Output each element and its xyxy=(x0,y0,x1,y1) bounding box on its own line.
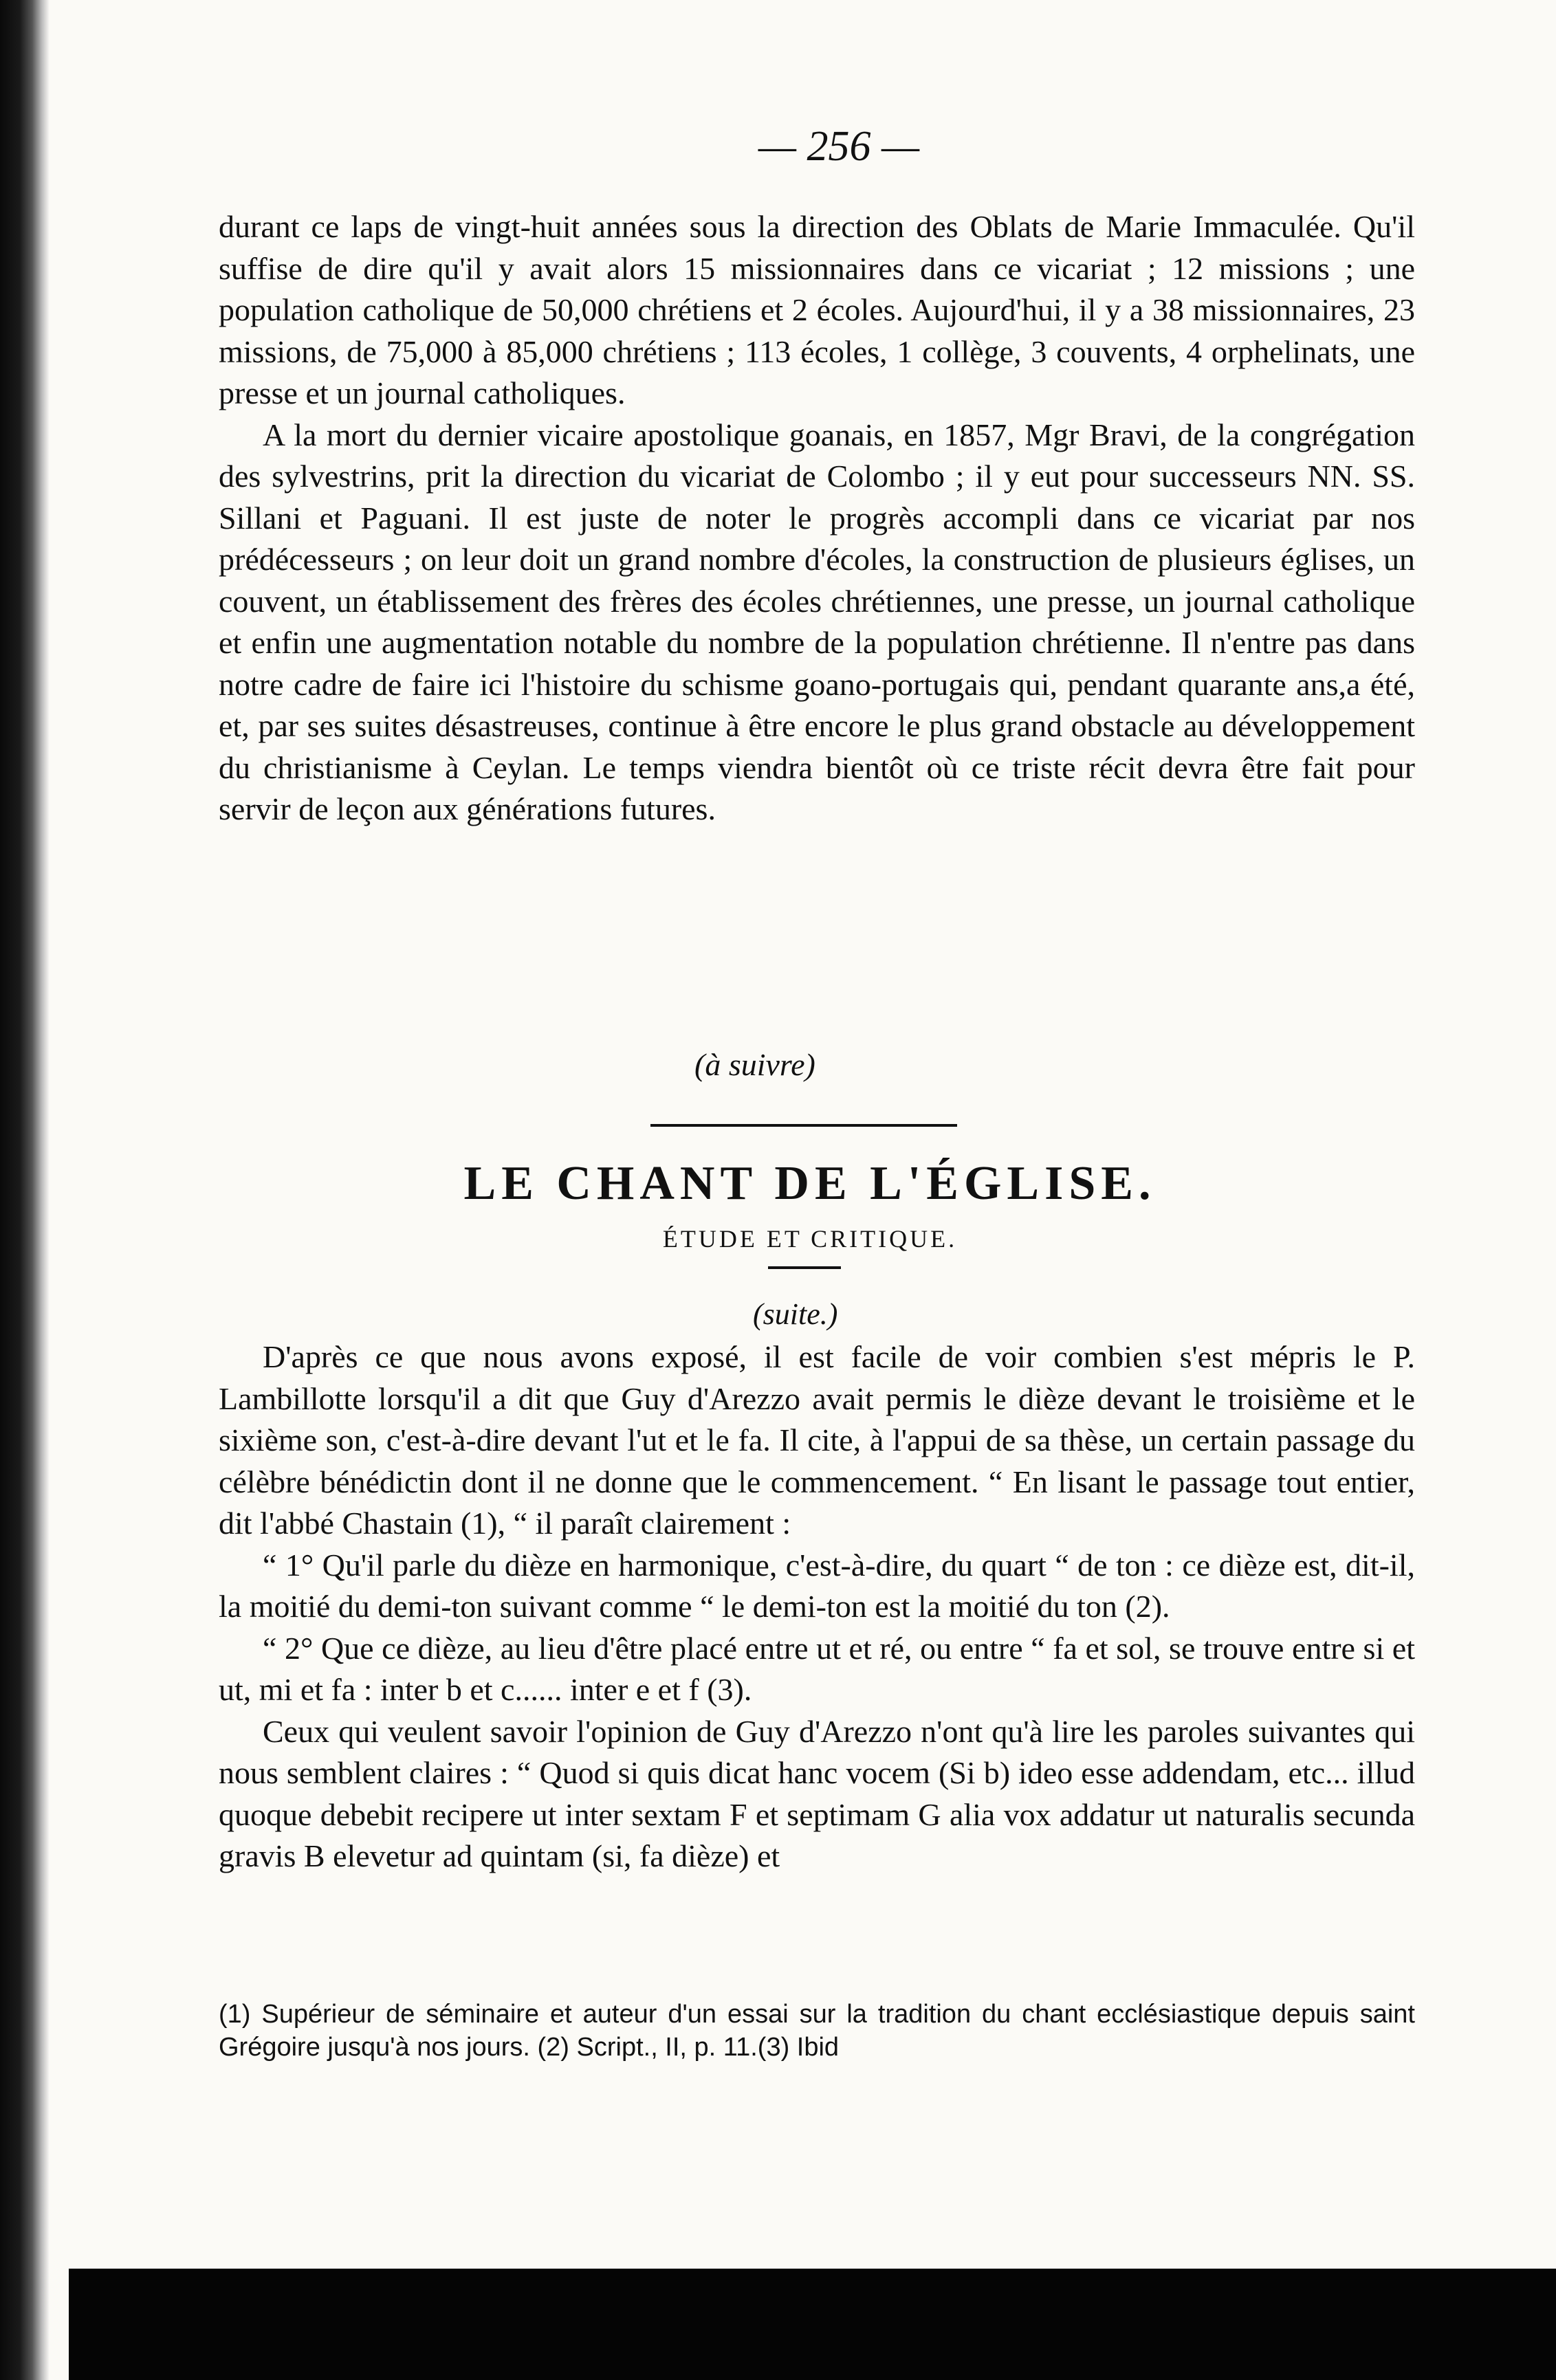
article-text xyxy=(219,1336,1415,1877)
section-divider xyxy=(650,1124,957,1127)
page-number: — 256 — xyxy=(758,123,920,170)
article-subtitle: ÉTUDE ET CRITIQUE. xyxy=(662,1225,958,1253)
scan-bottom-edge xyxy=(69,2269,1556,2380)
paragraph: durant ce laps de vingt-huit années sous la direction des Oblats de Marie Immaculée. Qu'il suffise de dire qu'il y avait alors 15 missionnaires dans ce vicariat ; 12 missions ; une population catholique de 50,000 chrétiens et 2 écoles. Aujourd'hui, il y a 38 missionnaires, 23 missions, de 75,000 à 85,000 chrétiens ; 113 écoles, 1 collège, 3 couvents, 4 orphelinats, une presse et un journal catholiques. xyxy=(219,209,1415,410)
paragraph: A la mort du dernier vicaire apostolique goanais, en 1857, Mgr Bravi, de la congrégation des sylvestrins, prit la direction du vicariat de Colombo ; il y eut pour successeurs NN. SS. Sillani et Paguani. Il est juste de noter le progrès accompli dans ce vicariat par nos prédécesseurs ; on leur doit un grand nombre d'écoles, la construction de plusieurs églises, un couvent, un établissement des frères des écoles chrétiennes, une presse, un journal catholique et enfin une augmentation notable du nombre de la population chrétienne. Il n'entre pas dans notre cadre de faire ici l'histoire du schisme goano-portugais qui, pendant quarante ans,a été, et, par ses suites désastreuses, continue à être encore le plus grand obstacle au développement du christianisme à Ceylan. Le temps viendra bientôt où ce triste récit devra être fait pour servir de leçon aux générations futures. xyxy=(219,417,1415,826)
paragraph: “ 1° Qu'il parle du dièze en harmonique, c'est-à-dire, du quart “ de ton : ce dièze est, dit-il, la moitié du demi-ton suivant comme “ le demi-ton est la moitié du ton (2). xyxy=(219,1547,1415,1624)
paragraph: Ceux qui veulent savoir l'opinion de Guy d'Arezzo n'ont qu'à lire les paroles suivantes qui nous semblent claires : “ Quod si quis dicat hanc vocem (Si b) ideo esse addendam, etc... illud quoque debebit recipere ut inter sextam F et septimam G alia vox addatur ut naturalis secunda gravis B elevetur ad quintam (si, fa dièze) et xyxy=(219,1713,1415,1873)
footnotes: (1) Supérieur de séminaire et auteur d'un essai sur la tradition du chant ecclésiastique depuis saint Grégoire jusqu'à nos jours. (2) Script., II, p. 11.(3) Ibid xyxy=(219,2000,1415,2062)
paragraph: “ 2° Que ce dièze, au lieu d'être placé entre ut et ré, ou entre “ fa et sol, se trouve entre si et ut, mi et fa : inter b et c...... inter e et f (3). xyxy=(219,1630,1415,1707)
previous-article-text xyxy=(219,206,1415,830)
article-title: LE CHANT DE L'ÉGLISE. xyxy=(463,1157,1157,1210)
title-divider xyxy=(768,1266,841,1269)
scan-binding-edge xyxy=(0,0,50,2380)
paragraph: D'après ce que nous avons exposé, il est facile de voir combien s'est mépris le P. Lambillotte lorsqu'il a dit que Guy d'Arezzo avait permis le dièze devant le troisième et le sixième son, c'est-à-dire devant l'ut et le fa. Il cite, à l'appui de sa thèse, un certain passage du célèbre bénédictin dont il ne donne que le commencement. “ En lisant le passage tout entier, dit l'abbé Chastain (1), “ il paraît clairement : xyxy=(219,1339,1415,1541)
continued-marker: (suite.) xyxy=(753,1297,838,1331)
to-be-continued: (à suivre) xyxy=(694,1047,815,1082)
